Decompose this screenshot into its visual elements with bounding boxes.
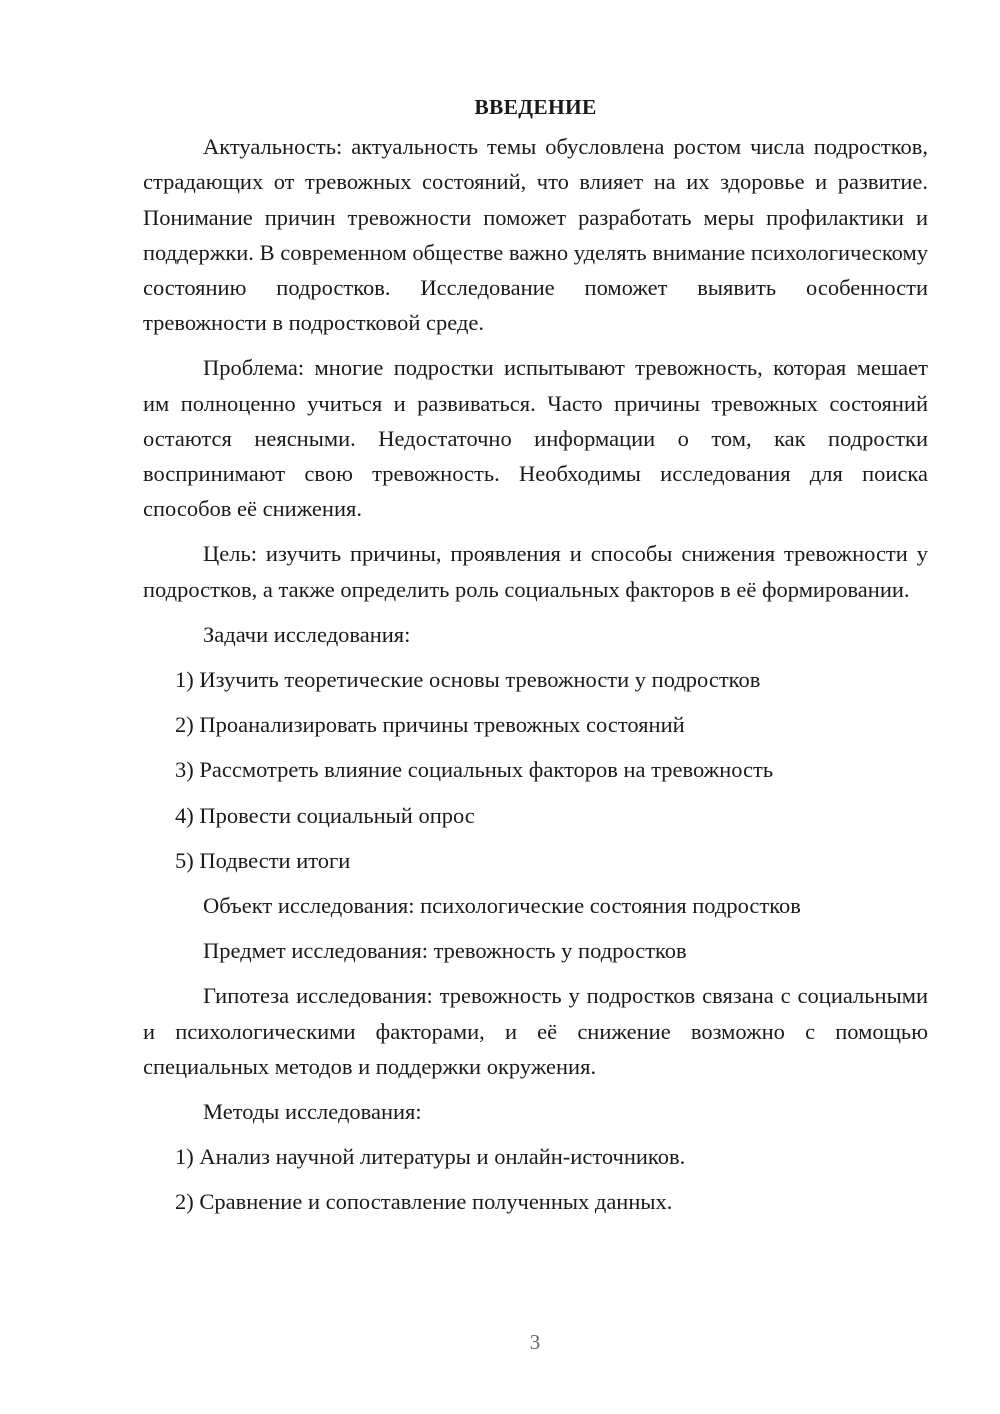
task-item-5: 5) Подвести итоги bbox=[175, 847, 351, 873]
task-item-4: 4) Провести социальный опрос bbox=[175, 802, 475, 828]
research-subject: Предмет исследования: тревожность у подростков bbox=[203, 938, 687, 964]
task-item-2: 2) Проанализировать причины тревожных состояний bbox=[175, 712, 685, 738]
problem-paragraph: Проблема: многие подростки испытывают тревожность, которая мешает им полноценно учиться и развиваться. Часто причины тревожных состояний остаются неясными. Недостаточно информации о том, как подростки воспринимают свою тревожность. Необходимы исследования для поиска способов её снижения. bbox=[143, 355, 928, 522]
methods-heading: Методы исследования: bbox=[203, 1099, 422, 1125]
page-title: ВВЕДЕНИЕ bbox=[474, 95, 597, 119]
research-object: Объект исследования: психологические состояния подростков bbox=[203, 893, 801, 919]
task-item-3: 3) Рассмотреть влияние социальных факторов на тревожность bbox=[175, 757, 774, 783]
goal-paragraph: Цель: изучить причины, проявления и способы снижения тревожности у подростков, а также определить роль социальных факторов в её формировании. bbox=[143, 541, 928, 602]
method-item-2: 2) Сравнение и сопоставление полученных данных. bbox=[175, 1189, 673, 1215]
relevance-paragraph: Актуальность: актуальность темы обусловлена ростом числа подростков, страдающих от тревожных состояний, что влияет на их здоровье и развитие. Понимание причин тревожности поможет разработать меры профилактики и поддержки. В современном обществе важно уделять внимание психологическому состоянию подростков. Исследование поможет выявить особенности тревожности в подростковой среде. bbox=[143, 134, 928, 336]
method-item-1: 1) Анализ научной литературы и онлайн-источников. bbox=[175, 1144, 686, 1170]
tasks-heading: Задачи исследования: bbox=[203, 621, 411, 647]
page-number: 3 bbox=[529, 1330, 541, 1354]
document-page bbox=[143, 90, 928, 1230]
task-item-1: 1) Изучить теоретические основы тревожности у подростков bbox=[175, 667, 761, 693]
hypothesis-paragraph: Гипотеза исследования: тревожность у подростков связана с социальными и психологическими факторами, и её снижение возможно с помощью специальных методов и поддержки окружения. bbox=[143, 983, 928, 1079]
